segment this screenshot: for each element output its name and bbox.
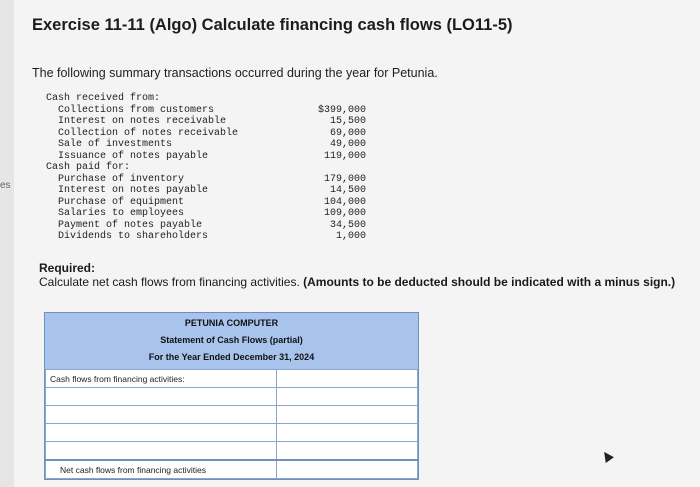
line-item-amount-input[interactable] (277, 424, 418, 442)
received-label: Sale of investments (58, 139, 173, 150)
paid-label: Purchase of inventory (58, 173, 185, 185)
received-amount: $399,000 (317, 104, 366, 116)
cash-received-heading: Cash received from: (46, 93, 161, 104)
paid-label: Salaries to employees (58, 208, 185, 219)
paid-row (46, 185, 366, 197)
paid-amount: 34,500 (329, 219, 366, 231)
received-row (46, 116, 366, 128)
section-row (46, 370, 418, 388)
received-amount: 49,000 (329, 139, 366, 150)
paid-label: Purchase of equipment (58, 196, 185, 208)
line-item-dropdown[interactable] (46, 388, 277, 406)
paid-row (46, 197, 366, 209)
paid-amount: 14,500 (329, 185, 366, 196)
input-row (46, 406, 418, 424)
paid-amount: 179,000 (323, 173, 366, 185)
line-item-dropdown[interactable] (46, 424, 277, 442)
received-label: Interest on notes receivable (58, 116, 227, 127)
required-emphasis: (Amounts to be deducted should be indicated with a minus sign.) (303, 275, 676, 289)
transactions-list (46, 93, 366, 243)
statement-table (45, 369, 418, 479)
received-label: Collection of notes receivable (58, 127, 239, 139)
received-label: Collections from customers (58, 104, 215, 116)
statement-header (45, 313, 418, 369)
received-amount: 119,000 (323, 150, 366, 162)
line-item-amount-input[interactable] (277, 388, 418, 406)
input-row (46, 442, 418, 461)
line-item-amount-input[interactable] (277, 442, 418, 461)
received-label: Issuance of notes payable (58, 150, 209, 162)
paid-row (46, 220, 366, 232)
exercise-title: Exercise 11-11 (Algo) Calculate financing cash flows (LO11-5) (32, 16, 513, 34)
statement-name: Statement of Cash Flows (partial) (160, 335, 303, 345)
line-item-dropdown[interactable] (46, 406, 277, 424)
line-item-dropdown[interactable] (46, 442, 277, 461)
gutter-text: es (0, 180, 11, 191)
received-row (46, 128, 366, 140)
paid-label: Interest on notes payable (58, 185, 209, 196)
cash-paid-heading: Cash paid for: (46, 162, 131, 173)
intro-text: The following summary transactions occurred during the year for Petunia. (32, 66, 438, 80)
total-row (46, 460, 418, 479)
received-amount: 69,000 (329, 127, 366, 139)
net-cash-flows-input[interactable] (277, 460, 418, 479)
required-label: Required: (39, 261, 96, 275)
required-instructions (39, 275, 675, 289)
cash-flow-statement (44, 312, 419, 480)
mouse-cursor-icon (600, 449, 614, 463)
input-row (46, 424, 418, 442)
received-row (46, 105, 366, 117)
paid-amount: 109,000 (323, 208, 366, 219)
paid-row (46, 174, 366, 186)
paid-row (46, 208, 366, 220)
received-amount: 15,500 (329, 116, 366, 127)
received-row (46, 151, 366, 163)
paid-label: Payment of notes payable (58, 219, 203, 231)
received-row (46, 139, 366, 151)
input-row (46, 388, 418, 406)
left-gutter (0, 0, 14, 487)
paid-row (46, 231, 366, 243)
statement-period: For the Year Ended December 31, 2024 (148, 352, 315, 362)
paid-label: Dividends to shareholders (58, 231, 209, 242)
section-amount-cell (277, 370, 418, 388)
company-name: PETUNIA COMPUTER (184, 318, 279, 328)
paid-amount: 1,000 (335, 231, 366, 242)
paid-amount: 104,000 (323, 196, 366, 208)
line-item-amount-input[interactable] (277, 406, 418, 424)
section-label: Cash flows from financing activities: (46, 370, 277, 388)
net-cash-flows-label: Net cash flows from financing activities (46, 460, 277, 479)
required-text: Calculate net cash flows from financing activities. (39, 275, 304, 289)
